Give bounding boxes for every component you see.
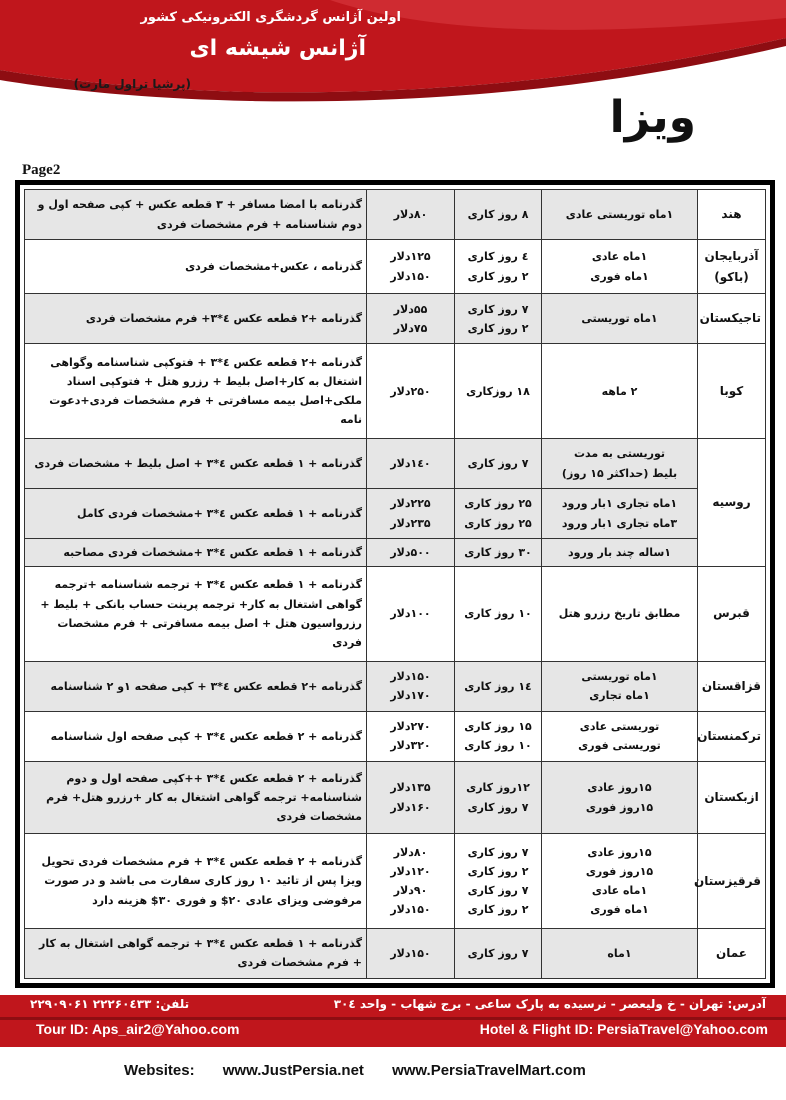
visa-row (25, 761, 766, 833)
visa-type-cell (542, 489, 698, 539)
visa-type-cell-line: ۱ماه توریستی عادی (565, 207, 674, 221)
visa-type-cell-line: ۱ماه عادی (591, 250, 648, 264)
price-cell-line: ۲۵۰دلار (390, 384, 431, 398)
country-cell: ازبکستان (698, 761, 766, 833)
visa-row (25, 928, 766, 978)
footer-address: آدرس: تهران - خ ولیعصر - نرسیده به پارک ساعی - برج شهاب - واحد ۳۰٤ (333, 997, 766, 1011)
visa-type-cell (542, 928, 698, 978)
visa-type-cell-line: مطابق تاریخ رزرو هتل (558, 607, 681, 621)
footer-phone: تلفن: ۲۲۲۶۰٤۳۳ ۲۲۹۰۹۰۶۱ (30, 997, 190, 1011)
visa-row (25, 711, 766, 761)
country-cell: ترکمنستان (698, 711, 766, 761)
duration-cell-line: ۱۰ روز کاری (464, 739, 532, 753)
price-cell (367, 661, 455, 711)
visa-type-cell-line: ۲ ماهه (601, 384, 638, 398)
websites-line (124, 1062, 610, 1079)
visa-row (25, 489, 766, 539)
duration-cell (455, 190, 542, 240)
visa-row (25, 834, 766, 929)
documents-cell: گذرنامه +۲ قطعه عکس ٤*۳+ فرم مشخصات فردی (25, 294, 367, 344)
footer-banner (0, 995, 786, 1047)
country-cell: تاجیکستان (698, 294, 766, 344)
price-cell-line: ۲۷۰دلار (390, 720, 431, 734)
country-cell: هند (698, 190, 766, 240)
duration-cell-line: ۷ روز کاری (467, 884, 529, 898)
visa-row (25, 190, 766, 240)
price-cell-line: ۳۲۰دلار (390, 739, 431, 753)
visa-type-cell-line: توریستی عادی (579, 720, 660, 734)
country-cell: قزاقستان (698, 661, 766, 711)
agency-tagline: اولین آژانس گردشگری الکترونیکی کشور (140, 10, 401, 25)
price-cell (367, 438, 455, 488)
documents-cell: گذرنامه + ۲ قطعه عکس ٤*۳ + کپی صفحه اول شناسنامه (25, 711, 367, 761)
visa-type-cell-line: ۱۵روز عادی (587, 845, 652, 859)
price-cell (367, 711, 455, 761)
price-cell-line: ۵۰۰دلار (390, 546, 431, 560)
price-cell (367, 567, 455, 662)
visa-row (25, 294, 766, 344)
duration-cell-line: ۲ روز کاری (467, 269, 529, 283)
price-cell-line: ۱۷۰دلار (390, 689, 431, 703)
website-link-persiatravelmart[interactable]: www.PersiaTravelMart.com (392, 1062, 586, 1079)
visa-type-cell-line: ۱۵روز عادی (587, 781, 652, 795)
price-cell (367, 489, 455, 539)
visa-table-frame (15, 180, 775, 988)
duration-cell-line: ۲ روز کاری (467, 903, 529, 917)
footer-tour-email[interactable]: Tour ID: Aps_air2@Yahoo.com (36, 1021, 240, 1037)
visa-row (25, 344, 766, 439)
visa-type-cell (542, 661, 698, 711)
agency-subtitle: (پرشیا تراول مارت) (73, 77, 191, 91)
price-cell (367, 539, 455, 567)
duration-cell (455, 539, 542, 567)
documents-cell: گذرنامه +۲ قطعه عکس ٤*۳ + فتوکپی شناسنامه وگواهی اشتغال به کار+اصل بلیط + رزرو هتل + فتوکپی اسناد ملکی+اصل بیمه مسافرتی + فرم مشخصات فردی+دعوت نامه (25, 344, 367, 439)
documents-cell: گذرنامه با امضا مسافر + ۳ قطعه عکس + کپی صفحه اول و دوم شناسنامه + فرم مشخصات فردی (25, 190, 367, 240)
country-cell: قرقیزستان (698, 834, 766, 929)
visa-type-cell (542, 834, 698, 929)
visa-type-cell-line: توریستی به مدت (574, 447, 665, 461)
duration-cell-line: ۲۵ روز کاری (464, 516, 532, 530)
duration-cell-line: ۱۸ روزکاری (466, 384, 530, 398)
price-cell-line: ۹۰دلار (393, 884, 428, 898)
documents-cell: گذرنامه + ۱ قطعه عکس ٤*۳ + ترجمه گواهی اشتغال به کار + فرم مشخصات فردی (25, 928, 367, 978)
visa-type-cell (542, 190, 698, 240)
country-cell: عمان (698, 928, 766, 978)
visa-type-cell-line: ۱۵روز فوری (585, 864, 654, 878)
price-cell (367, 928, 455, 978)
price-cell (367, 294, 455, 344)
price-cell-line: ۱٤۰دلار (390, 456, 431, 470)
price-cell (367, 190, 455, 240)
visa-row (25, 567, 766, 662)
visa-table (24, 189, 766, 979)
duration-cell (455, 438, 542, 488)
documents-cell: گذرنامه + ۱ قطعه عکس ٤*۳ +مشخصات فردی کامل (25, 489, 367, 539)
visa-type-cell-line: ۱ماه فوری (590, 269, 649, 283)
visa-type-cell (542, 294, 698, 344)
visa-type-cell-line: ۱ماه عادی (591, 884, 648, 898)
duration-cell-line: ۱۲روز کاری (466, 781, 530, 795)
price-cell-line: ۲۳۵دلار (390, 516, 431, 530)
duration-cell (455, 661, 542, 711)
country-cell: روسیه (698, 438, 766, 566)
duration-cell-line: ۲ روز کاری (467, 864, 529, 878)
page-title: ویزا (609, 92, 696, 143)
visa-row (25, 438, 766, 488)
documents-cell: گذرنامه ، عکس+مشخصات فردی (25, 240, 367, 294)
documents-cell: گذرنامه + ۲ قطعه عکس ٤*۳ ++کپی صفحه اول و دوم شناسنامه+ ترجمه گواهی اشتغال به کار +رزرو هتل+ فرم مشخصات فردی (25, 761, 367, 833)
visa-row (25, 539, 766, 567)
visa-type-cell (542, 240, 698, 294)
price-cell-line: ۱۶۰دلار (390, 800, 431, 814)
documents-cell: گذرنامه + ۱ قطعه عکس ٤*۳ +مشخصات فردی مصاحبه (25, 539, 367, 567)
price-cell-line: ۱۵۰دلار (390, 670, 431, 684)
visa-type-cell (542, 761, 698, 833)
price-cell (367, 761, 455, 833)
duration-cell (455, 928, 542, 978)
duration-cell-line: ٤ روز کاری (467, 250, 529, 264)
visa-type-cell-line: ۱ماه تجاری ۱بار ورود (561, 497, 678, 511)
price-cell-line: ۱۵۰دلار (390, 946, 431, 960)
price-cell-line: ۱۳۵دلار (390, 781, 431, 795)
visa-type-cell (542, 539, 698, 567)
duration-cell (455, 711, 542, 761)
documents-cell: گذرنامه + ۲ قطعه عکس ٤*۳ + فرم مشخصات فردی تحویل ویزا پس از تائید ۱۰ روز کاری سفارت می باشد و در صورت مرفوضی ویزای عادی ۲۰$ و فوری ۳۰$ هزینه دارد (25, 834, 367, 929)
visa-type-cell (542, 344, 698, 439)
page-number-label: Page2 (22, 162, 61, 178)
price-cell (367, 344, 455, 439)
visa-type-cell-line: بلیط (حداکثر ۱۵ روز) (561, 466, 678, 480)
price-cell-line: ۸۰دلار (393, 207, 428, 221)
price-cell-line: ۱۲۰دلار (390, 864, 431, 878)
duration-cell-line: ۳۰ روز کاری (464, 546, 532, 560)
duration-cell-line: ۱٤ روز کاری (464, 679, 532, 693)
visa-type-cell (542, 711, 698, 761)
duration-cell (455, 761, 542, 833)
visa-type-cell-line: ۱۵روز فوری (585, 800, 654, 814)
website-link-justpersia[interactable]: www.JustPersia.net (222, 1062, 364, 1079)
duration-cell-line: ۲۵ روز کاری (464, 497, 532, 511)
visa-row (25, 661, 766, 711)
visa-type-cell-line: ۱ساله چند بار ورود (568, 546, 671, 560)
visa-type-cell-line: ۱ماه توریستی (581, 312, 658, 326)
visa-type-cell-line: ۱ماه تجاری (589, 689, 650, 703)
visa-type-cell-line: توریستی فوری (578, 739, 661, 753)
duration-cell-line: ۷ روز کاری (467, 845, 529, 859)
price-cell (367, 240, 455, 294)
price-cell-line: ۷۵دلار (393, 321, 428, 335)
footer-hotel-email[interactable]: Hotel & Flight ID: PersiaTravel@Yahoo.com (479, 1021, 768, 1037)
duration-cell-line: ۱۰ روز کاری (464, 607, 532, 621)
visa-type-cell (542, 438, 698, 488)
duration-cell-line: ۷ روز کاری (467, 456, 529, 470)
duration-cell-line: ۷ روز کاری (467, 302, 529, 316)
duration-cell (455, 489, 542, 539)
documents-cell: گذرنامه +۲ قطعه عکس ٤*۳ + کپی صفحه ۱و ۲ شناسنامه (25, 661, 367, 711)
duration-cell (455, 834, 542, 929)
duration-cell (455, 344, 542, 439)
price-cell-line: ۱۵۰دلار (390, 903, 431, 917)
visa-row (25, 240, 766, 294)
duration-cell-line: ۷ روز کاری (467, 946, 529, 960)
visa-type-cell-line: ۱ماه توریستی (581, 670, 658, 684)
documents-cell: گذرنامه + ۱ قطعه عکس ٤*۳ + اصل بلیط + مشخصات فردی (25, 438, 367, 488)
visa-type-cell-line: ۱ماه فوری (590, 903, 649, 917)
country-cell: قبرس (698, 567, 766, 662)
duration-cell (455, 240, 542, 294)
duration-cell (455, 567, 542, 662)
price-cell-line: ۸۰دلار (393, 845, 428, 859)
country-cell: آذربایجان (باکو) (698, 240, 766, 294)
visa-type-cell-line: ۱ماه (607, 946, 632, 960)
websites-label: Websites: (124, 1062, 195, 1079)
duration-cell-line: ۷ روز کاری (467, 800, 529, 814)
price-cell-line: ۱۰۰دلار (390, 607, 431, 621)
duration-cell-line: ۱۵ روز کاری (464, 720, 532, 734)
visa-type-cell-line: ۳ماه تجاری ۱بار ورود (561, 516, 678, 530)
documents-cell: گذرنامه + ۱ قطعه عکس ٤*۳ + ترجمه شناسنامه +ترجمه گواهی اشتغال به کار+ ترجمه پرینت حساب بانکی + بلیط + رزرواسیون هتل + اصل بیمه مسافرتی + فرم مشخصات فردی (25, 567, 367, 662)
duration-cell (455, 294, 542, 344)
duration-cell-line: ۸ روز کاری (467, 207, 529, 221)
price-cell-line: ۱۲۵دلار (390, 250, 431, 264)
price-cell-line: ۵۵دلار (393, 302, 428, 316)
price-cell-line: ۲۲۵دلار (390, 497, 431, 511)
visa-type-cell (542, 567, 698, 662)
price-cell (367, 834, 455, 929)
price-cell-line: ۱۵۰دلار (390, 269, 431, 283)
agency-name: آژانس شیشه ای (189, 36, 366, 61)
duration-cell-line: ۲ روز کاری (467, 321, 529, 335)
country-cell: کوبا (698, 344, 766, 439)
